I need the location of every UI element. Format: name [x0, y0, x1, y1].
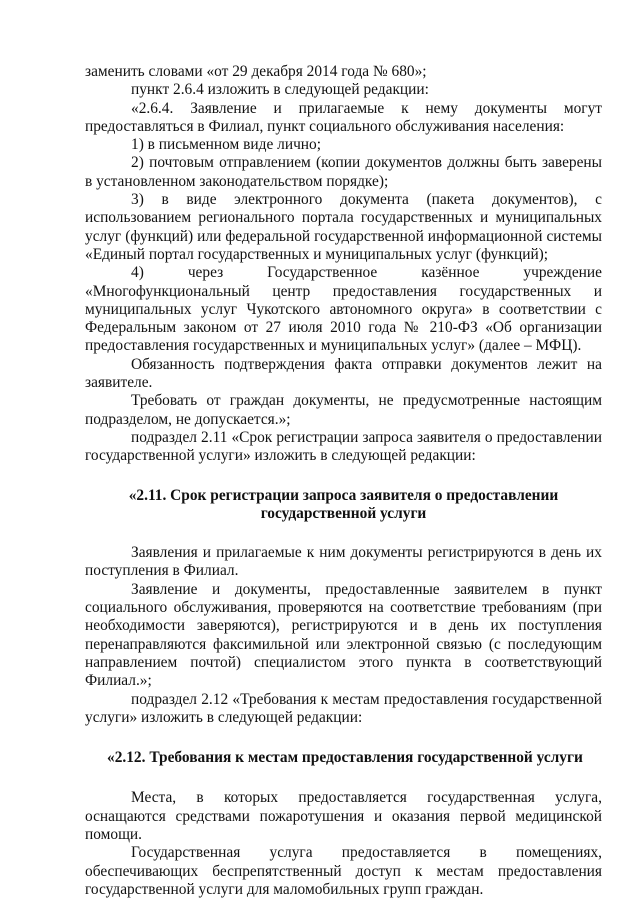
- list-item: 1) в письменном виде лично;: [131, 136, 322, 154]
- section-heading-2-11: «2.11. Срок регистрации запроса заявителя о предоставлении государственной услуги: [128, 486, 559, 522]
- paragraph: пункт 2.6.4 изложить в следующей редакции:: [131, 81, 429, 99]
- section-heading-2-12: «2.12. Требования к местам предоставления государственной услуги: [107, 749, 583, 767]
- paragraph: «2.6.4. Заявление и прилагаемые к нему документы могут предоставляться в Филиал, пункт социального обслуживания населения:: [85, 99, 602, 135]
- paragraph: заменить словами «от 29 декабря 2014 года № 680»;: [85, 63, 427, 80]
- list-item: 3) в виде электронного документа (пакета документов), с использованием регионального портала государственных и муниципальных услуг (функций) или федеральной государственной информационной системы «Единый портал государственных и муниципальных услуг (функций);: [85, 191, 602, 263]
- document-body: [85, 63, 602, 899]
- paragraph: Требовать от граждан документы, не предусмотренные настоящим подразделом, не допускается.»;: [85, 392, 602, 428]
- paragraph: подраздел 2.11 «Срок регистрации запроса заявителя о предоставлении государственной услуги» изложить в следующей редакции:: [85, 428, 602, 465]
- paragraph: Обязанность подтверждения факта отправки документов лежит на заявителе.: [85, 355, 602, 392]
- list-item: 2) почтовым отправлением (копии документов должны быть заверены в установленном законодательством порядке);: [85, 154, 602, 190]
- paragraph: подраздел 2.12 «Требования к местам предоставления государственной услуги» изложить в следующей редакции:: [85, 690, 602, 726]
- paragraph: Заявление и документы, предоставленные заявителем в пункт социального обслуживания, проверяются на соответствие требованиям (при необходимости заверяются), регистрируются и в день их поступления перенаправляются факсимильной или электронной связью (с последующим направлением почтой) специалистом этого пункта в соответствующий Филиал.»;: [85, 580, 602, 690]
- paragraph: Места, в которых предоставляется государственная услуга, оснащаются средствами пожаротушения и оказания первой медицинской помощи.: [85, 789, 602, 843]
- paragraph: Заявления и прилагаемые к ним документы регистрируются в день их поступления в Филиал.: [85, 544, 602, 580]
- list-item: 4) через Государственное казённое учреждение «Многофункциональный центр предоставления государственных и муниципальных услуг Чукотского автономного округа» в соответствии с Федеральным законом от 27 июля 2010 года № 210-ФЗ «Об организации предоставления государственных и муниципальных услуг» (далее – МФЦ).: [85, 264, 602, 355]
- paragraph: Государственная услуга предоставляется в помещениях, обеспечивающих беспрепятственный доступ к местам предоставления государственной услуги для маломобильных групп граждан.: [85, 844, 602, 898]
